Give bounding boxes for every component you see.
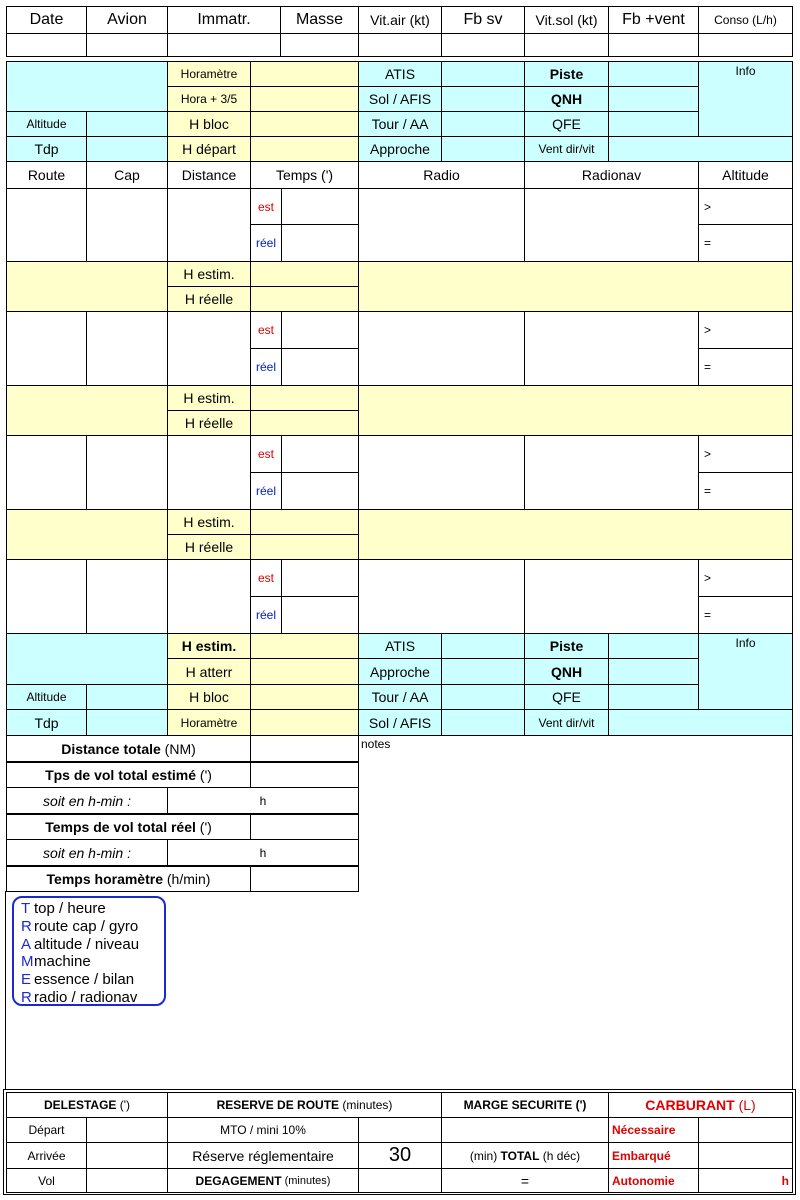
- carburant-unit: (L): [734, 1097, 756, 1113]
- tramer-letter: A: [21, 935, 32, 953]
- tps-est-hmin-label: soit en h-min :: [6, 787, 168, 814]
- arr-hestim-input[interactable]: [250, 633, 359, 659]
- leg3-reel-label: réel: [250, 472, 282, 510]
- dep-hbloc-label: H bloc: [167, 111, 251, 137]
- tps-hora-input[interactable]: [250, 865, 359, 892]
- col-temps: Temps ('): [250, 161, 359, 189]
- dist-total-label: [6, 735, 251, 762]
- arr-atis-label: ATIS: [358, 633, 442, 659]
- leg2-cap[interactable]: [86, 311, 168, 386]
- vit-air-input[interactable]: [358, 33, 442, 57]
- arr-atis-input[interactable]: [441, 633, 525, 659]
- leg4-reel-label: réel: [250, 596, 282, 634]
- leg4-alt-eq[interactable]: =: [698, 596, 793, 634]
- leg1-est-input[interactable]: [281, 188, 359, 225]
- leg1-alt-eq[interactable]: =: [698, 224, 793, 262]
- tramer-text: altitude / niveau: [34, 935, 140, 953]
- leg4-reel-input[interactable]: [281, 596, 359, 634]
- tramer-row: [21, 989, 164, 1007]
- total-label: [441, 1142, 609, 1169]
- tps-est-bold: Tps de vol total estimé: [45, 767, 197, 783]
- leg3-alt-gt[interactable]: >: [698, 435, 793, 473]
- header-vit-air: Vit.air (kt): [358, 6, 442, 34]
- arr-qnh-input[interactable]: [608, 658, 699, 685]
- delestage-header: [6, 1092, 168, 1118]
- reserve-header: [167, 1092, 442, 1118]
- tps-reel-hmin-input[interactable]: h: [167, 839, 359, 866]
- col-cap: Cap: [86, 161, 168, 189]
- dep-tour-aa-label: Tour / AA: [358, 111, 442, 137]
- arr-vent-label: Vent dir/vit: [524, 709, 609, 736]
- tps-reel-input[interactable]: [250, 813, 359, 840]
- tps-hora-label: [6, 865, 251, 892]
- arrivee-input[interactable]: [86, 1142, 168, 1169]
- leg3-route[interactable]: [6, 435, 87, 510]
- tramer-row: [21, 900, 164, 918]
- arrival-blank: [6, 633, 168, 685]
- cp3-hreelle-input[interactable]: [250, 534, 359, 560]
- dep-piste-input[interactable]: [608, 61, 699, 87]
- date-input[interactable]: [6, 33, 87, 57]
- depart-label: Départ: [6, 1117, 87, 1143]
- arr-qfe-input[interactable]: [608, 684, 699, 710]
- necessaire-label: Nécessaire: [608, 1117, 699, 1143]
- tps-reel-unit: ('): [195, 819, 212, 835]
- dist-total-input[interactable]: [250, 735, 359, 762]
- cp3-hreelle-label: H réelle: [167, 534, 251, 560]
- leg1-reel-input[interactable]: [281, 224, 359, 262]
- col-route: Route: [6, 161, 87, 189]
- tramer-letter: T: [21, 900, 31, 917]
- arr-horametre-label: Horamètre: [167, 709, 251, 736]
- delestage-unit: ('): [116, 1098, 131, 1112]
- degagement-input[interactable]: [358, 1168, 442, 1193]
- dist-total-unit: (NM): [160, 740, 196, 757]
- mto-input[interactable]: [358, 1117, 442, 1143]
- dep-tdp-input[interactable]: [86, 136, 168, 162]
- dep-hdepart-input[interactable]: [250, 136, 359, 162]
- tps-reel-label: [6, 813, 251, 840]
- dep-qfe-input[interactable]: [608, 111, 699, 137]
- dep-approche-input[interactable]: [441, 136, 525, 162]
- total-bold: TOTAL: [500, 1148, 540, 1163]
- cp2-hestim-input[interactable]: [250, 385, 359, 411]
- dep-altitude-input[interactable]: [86, 111, 168, 137]
- tps-hora-unit: (h/min): [163, 871, 211, 887]
- leg2-radionav[interactable]: [524, 311, 699, 386]
- leg4-route[interactable]: [6, 559, 87, 634]
- tramer-row: [21, 971, 164, 989]
- cp1-blank: [6, 261, 168, 312]
- arr-tdp-input[interactable]: [86, 709, 168, 736]
- dep-info[interactable]: Info: [698, 61, 793, 137]
- arr-tour-aa-label: Tour / AA: [358, 684, 442, 710]
- dist-total-bold: Distance totale: [61, 740, 161, 757]
- tramer-letter: R: [21, 988, 32, 1006]
- cp2-hreelle-input[interactable]: [250, 410, 359, 436]
- departure-blank: [6, 61, 168, 112]
- col-radio: Radio: [358, 161, 525, 189]
- total-result[interactable]: =: [441, 1168, 609, 1193]
- tramer-letter: E: [21, 971, 32, 989]
- leg4-radionav[interactable]: [524, 559, 699, 634]
- leg3-distance[interactable]: [167, 435, 251, 510]
- arr-approche-label: Approche: [358, 658, 442, 685]
- cp2-hestim-label: H estim.: [167, 385, 251, 411]
- arr-hatterr-label: H atterr: [167, 658, 251, 685]
- carburant-header: [608, 1092, 793, 1118]
- leg3-radio[interactable]: [358, 435, 525, 510]
- autonomie-label: Autonomie: [608, 1168, 699, 1193]
- arr-sol-afis-label: Sol / AFIS: [358, 709, 442, 736]
- tramer-text: machine: [34, 953, 91, 971]
- immatr-input[interactable]: [167, 33, 281, 57]
- dep-vent-input[interactable]: [608, 136, 793, 162]
- tps-est-input[interactable]: [250, 761, 359, 788]
- dep-atis-label: ATIS: [358, 61, 442, 87]
- leg2-radio[interactable]: [358, 311, 525, 386]
- col-radionav: Radionav: [524, 161, 699, 189]
- leg4-cap[interactable]: [86, 559, 168, 634]
- arr-qnh-label: QNH: [524, 658, 609, 685]
- header-immatr: Immatr.: [167, 6, 281, 34]
- dep-horametre-label: Horamètre: [167, 61, 251, 87]
- arr-tour-aa-input[interactable]: [441, 684, 525, 710]
- header-vit-sol: Vit.sol (kt): [524, 6, 609, 34]
- arr-hbloc-label: H bloc: [167, 684, 251, 710]
- vit-sol-input[interactable]: [524, 33, 609, 57]
- leg3-cap[interactable]: [86, 435, 168, 510]
- arr-hestim-label: H estim.: [167, 633, 251, 659]
- dep-vent-label: Vent dir/vit: [524, 136, 609, 162]
- leg3-est-input[interactable]: [281, 435, 359, 473]
- cp1-hreelle-input[interactable]: [250, 286, 359, 312]
- col-distance: Distance: [167, 161, 251, 189]
- leg3-alt-eq[interactable]: =: [698, 472, 793, 510]
- leg3-reel-input[interactable]: [281, 472, 359, 510]
- arr-info[interactable]: Info: [698, 633, 793, 710]
- cp3-hestim-label: H estim.: [167, 509, 251, 535]
- degagement-bold: DEGAGEMENT: [195, 1173, 282, 1188]
- leg1-cap[interactable]: [86, 188, 168, 262]
- dep-tdp-label: Tdp: [6, 136, 87, 162]
- leg2-alt-eq[interactable]: =: [698, 348, 793, 386]
- leg4-distance[interactable]: [167, 559, 251, 634]
- conso-input[interactable]: [698, 33, 793, 57]
- header-avion: Avion: [86, 6, 168, 34]
- tramer-legend: [12, 896, 166, 1006]
- reserve-bold: RESERVE DE ROUTE: [216, 1098, 340, 1112]
- cp1-notes[interactable]: [358, 261, 793, 312]
- leg2-reel-input[interactable]: [281, 348, 359, 386]
- dep-horametre-input[interactable]: [250, 61, 359, 87]
- total-hdec: (h déc): [539, 1148, 581, 1163]
- embarque-label: Embarqué: [608, 1142, 699, 1169]
- leg1-reel-label: réel: [250, 224, 282, 262]
- marge-header: MARGE SECURITE ('): [441, 1092, 609, 1118]
- tramer-text: route cap / gyro: [34, 917, 139, 935]
- leg4-est-label: est: [250, 559, 282, 597]
- header-conso: Conso (L/h): [698, 6, 793, 34]
- leg1-distance[interactable]: [167, 188, 251, 262]
- mto-label: MTO / mini 10%: [167, 1117, 359, 1143]
- dep-altitude-label: Altitude: [6, 111, 87, 137]
- header-fb-sv: Fb sv: [441, 6, 525, 34]
- cp3-notes[interactable]: [358, 509, 793, 560]
- arr-hatterr-input[interactable]: [250, 658, 359, 685]
- leg4-est-input[interactable]: [281, 559, 359, 597]
- cp3-blank: [6, 509, 168, 560]
- cp2-notes[interactable]: [358, 385, 793, 436]
- leg1-route[interactable]: [6, 188, 87, 262]
- dep-hbloc-input[interactable]: [250, 111, 359, 137]
- arrivee-label: Arrivée: [6, 1142, 87, 1169]
- tramer-row: [21, 918, 164, 936]
- tramer-text: top / heure: [34, 900, 106, 917]
- vol-label: Vol: [6, 1168, 87, 1193]
- cp1-hestim-input[interactable]: [250, 261, 359, 287]
- col-altitude: Altitude: [698, 161, 793, 189]
- arr-hbloc-input[interactable]: [250, 684, 359, 710]
- dep-hdepart-label: H départ: [167, 136, 251, 162]
- arr-sol-afis-input[interactable]: [441, 709, 525, 736]
- header-date: Date: [6, 6, 87, 34]
- leg2-alt-gt[interactable]: >: [698, 311, 793, 349]
- arr-piste-input[interactable]: [608, 633, 699, 659]
- arr-qfe-label: QFE: [524, 684, 609, 710]
- arr-altitude-label: Altitude: [6, 684, 87, 710]
- cp2-hreelle-label: H réelle: [167, 410, 251, 436]
- header-fb-vent: Fb +vent: [608, 6, 699, 34]
- dep-sol-afis-input[interactable]: [441, 86, 525, 112]
- tramer-text: essence / bilan: [34, 971, 135, 989]
- tps-est-label: [6, 761, 251, 788]
- marge-input[interactable]: [441, 1117, 609, 1143]
- leg2-route[interactable]: [6, 311, 87, 386]
- arr-piste-label: Piste: [524, 633, 609, 659]
- tramer-row: [21, 936, 164, 954]
- leg4-alt-gt[interactable]: >: [698, 559, 793, 597]
- autonomie-input[interactable]: h: [698, 1168, 793, 1193]
- dep-piste-label: Piste: [524, 61, 609, 87]
- tramer-text: radio / radionav: [34, 988, 138, 1006]
- avion-input[interactable]: [86, 33, 168, 57]
- tps-reel-bold: Temps de vol total réel: [45, 819, 196, 835]
- leg1-radio[interactable]: [358, 188, 525, 262]
- vol-input[interactable]: [86, 1168, 168, 1193]
- masse-input[interactable]: [280, 33, 359, 57]
- arr-approche-input[interactable]: [441, 658, 525, 685]
- leg1-alt-gt[interactable]: >: [698, 188, 793, 225]
- leg2-reel-label: réel: [250, 348, 282, 386]
- leg2-distance[interactable]: [167, 311, 251, 386]
- leg2-est-input[interactable]: [281, 311, 359, 349]
- cp2-blank: [6, 385, 168, 436]
- leg1-radionav[interactable]: [524, 188, 699, 262]
- depart-input[interactable]: [86, 1117, 168, 1143]
- reserve-unit: (minutes): [339, 1098, 393, 1112]
- degagement-unit: (minutes): [281, 1174, 331, 1187]
- tps-hora-bold: Temps horamètre: [46, 871, 163, 887]
- arr-tdp-label: Tdp: [6, 709, 87, 736]
- tps-est-unit: ('): [196, 767, 212, 783]
- leg3-est-label: est: [250, 435, 282, 473]
- cp3-hestim-input[interactable]: [250, 509, 359, 535]
- leg2-est-label: est: [250, 311, 282, 349]
- notes-area[interactable]: notes: [358, 735, 793, 892]
- delestage-bold: DELESTAGE: [43, 1098, 117, 1112]
- dep-sol-afis-label: Sol / AFIS: [358, 86, 442, 112]
- arr-vent-input[interactable]: [608, 709, 793, 736]
- leg4-radio[interactable]: [358, 559, 525, 634]
- reserve-regl-value: 30: [358, 1142, 442, 1169]
- tps-est-hmin-input[interactable]: h: [167, 787, 359, 814]
- degagement-label: [167, 1168, 359, 1193]
- fb-sv-input[interactable]: [441, 33, 525, 57]
- header-masse: Masse: [280, 6, 359, 34]
- right-rule: [792, 735, 793, 892]
- cp1-hestim-label: H estim.: [167, 261, 251, 287]
- necessaire-input[interactable]: [698, 1117, 793, 1143]
- leg3-radionav[interactable]: [524, 435, 699, 510]
- dep-qnh-input[interactable]: [608, 86, 699, 112]
- fb-vent-input[interactable]: [608, 33, 699, 57]
- dep-approche-label: Approche: [358, 136, 442, 162]
- cp1-hreelle-label: H réelle: [167, 286, 251, 312]
- dep-hora35-label: Hora + 3/5: [167, 86, 251, 112]
- reserve-regl-label: Réserve réglementaire: [167, 1142, 359, 1169]
- leg1-est-label: est: [250, 188, 282, 225]
- tramer-letter: R: [21, 917, 32, 935]
- dep-atis-input[interactable]: [441, 61, 525, 87]
- total-min: (min): [469, 1148, 501, 1163]
- tramer-letter: M: [21, 953, 34, 971]
- arr-horametre-input[interactable]: [250, 709, 359, 736]
- embarque-input[interactable]: [698, 1142, 793, 1169]
- dep-tour-aa-input[interactable]: [441, 111, 525, 137]
- dep-hora35-input[interactable]: [250, 86, 359, 112]
- carburant-bold: CARBURANT: [645, 1097, 735, 1113]
- tps-reel-hmin-label: soit en h-min :: [6, 839, 168, 866]
- dep-qfe-label: QFE: [524, 111, 609, 137]
- arr-altitude-input[interactable]: [86, 684, 168, 710]
- dep-qnh-label: QNH: [524, 86, 609, 112]
- tramer-row: [21, 953, 164, 971]
